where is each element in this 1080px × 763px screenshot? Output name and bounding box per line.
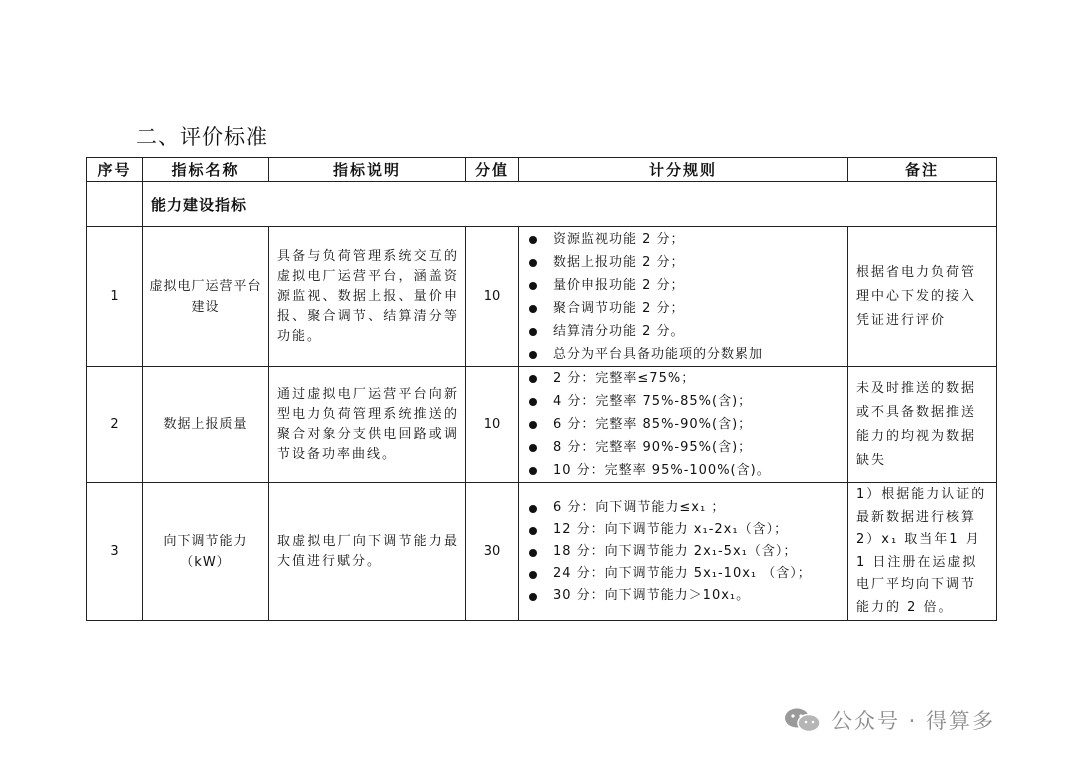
bullet-icon xyxy=(529,505,537,513)
header-desc: 指标说明 xyxy=(269,158,466,182)
category-row xyxy=(87,182,997,227)
rule-item: 30 分：向下调节能力＞10x₁。 xyxy=(527,585,847,607)
row-desc: 具备与负荷管理系统交互的虚拟电厂运营平台，涵盖资源监视、数据上报、量价申报、聚合调节、结算清分等功能。 xyxy=(269,227,466,367)
bullet-icon xyxy=(529,467,537,475)
rule-item: 6 分：完整率 85%-90%(含)； xyxy=(527,413,847,436)
bullet-icon xyxy=(529,444,537,452)
rule-item: 聚合调节功能 2 分； xyxy=(527,297,847,320)
bullet-icon xyxy=(529,351,537,359)
row-no: 3 xyxy=(87,483,143,621)
header-note: 备注 xyxy=(848,158,997,182)
bullet-icon xyxy=(529,236,537,244)
watermark-text: 公众号 · 得算多 xyxy=(831,709,996,733)
row-name: 虚拟电厂运营平台建设 xyxy=(143,227,269,367)
rule-item: 24 分：向下调节能力 5x₁-10x₁ （含）； xyxy=(527,563,847,585)
bullet-icon xyxy=(529,398,537,406)
rule-item: 18 分：向下调节能力 2x₁-5x₁（含）； xyxy=(527,541,847,563)
rule-item: 4 分：完整率 75%-85%(含)； xyxy=(527,390,847,413)
wechat-icon xyxy=(783,707,823,733)
rule-item: 8 分：完整率 90%-95%(含)； xyxy=(527,436,847,459)
rule-item: 资源监视功能 2 分； xyxy=(527,228,847,251)
bullet-icon xyxy=(529,282,537,290)
rule-item: 结算清分功能 2 分。 xyxy=(527,320,847,343)
row-note: 1）根据能力认证的最新数据进行核算 2）x₁ 取当年1 月 1 日注册在运虚拟电厂平均向下调节能力的 2 倍。 xyxy=(848,483,997,621)
evaluation-table xyxy=(86,157,997,621)
row-score: 30 xyxy=(466,483,519,621)
row-name: 数据上报质量 xyxy=(143,367,269,483)
rule-item: 量价申报功能 2 分； xyxy=(527,274,847,297)
rule-item: 总分为平台具备功能项的分数累加 xyxy=(527,343,847,366)
rule-item: 6 分：向下调节能力≤x₁ ； xyxy=(527,497,847,519)
bullet-icon xyxy=(529,527,537,535)
bullet-icon xyxy=(529,421,537,429)
watermark xyxy=(783,705,995,735)
row-score: 10 xyxy=(466,227,519,367)
header-name: 指标名称 xyxy=(143,158,269,182)
category-empty-cell xyxy=(87,182,143,227)
bullet-icon xyxy=(529,593,537,601)
rule-item: 数据上报功能 2 分； xyxy=(527,251,847,274)
rule-item: 2 分：完整率≤75%； xyxy=(527,367,847,390)
table-row xyxy=(87,483,997,621)
row-note: 未及时推送的数据或不具备数据推送能力的均视为数据缺失 xyxy=(848,367,997,483)
header-score: 分值 xyxy=(466,158,519,182)
row-name: 向下调节能力（kW） xyxy=(143,483,269,621)
bullet-icon xyxy=(529,259,537,267)
table-row xyxy=(87,367,997,483)
bullet-icon xyxy=(529,549,537,557)
row-desc: 通过虚拟电厂运营平台向新型电力负荷管理系统推送的聚合对象分支供电回路或调节设备功率曲线。 xyxy=(269,367,466,483)
row-note: 根据省电力负荷管理中心下发的接入凭证进行评价 xyxy=(848,227,997,367)
row-no: 2 xyxy=(87,367,143,483)
section-title: 二、评价标准 xyxy=(136,125,268,149)
table-header-row xyxy=(87,158,997,182)
bullet-icon xyxy=(529,375,537,383)
bullet-icon xyxy=(529,328,537,336)
row-score: 10 xyxy=(466,367,519,483)
row-rules xyxy=(519,367,848,483)
bullet-icon xyxy=(529,571,537,579)
bullet-icon xyxy=(529,305,537,313)
header-rules: 计分规则 xyxy=(519,158,848,182)
table-row xyxy=(87,227,997,367)
row-no: 1 xyxy=(87,227,143,367)
row-rules xyxy=(519,483,848,621)
category-label: 能力建设指标 xyxy=(143,182,997,227)
row-desc: 取虚拟电厂向下调节能力最大值进行赋分。 xyxy=(269,483,466,621)
rule-item: 10 分：完整率 95%-100%(含)。 xyxy=(527,459,847,482)
header-no: 序号 xyxy=(87,158,143,182)
rule-item: 12 分：向下调节能力 x₁-2x₁（含）； xyxy=(527,519,847,541)
row-rules xyxy=(519,227,848,367)
